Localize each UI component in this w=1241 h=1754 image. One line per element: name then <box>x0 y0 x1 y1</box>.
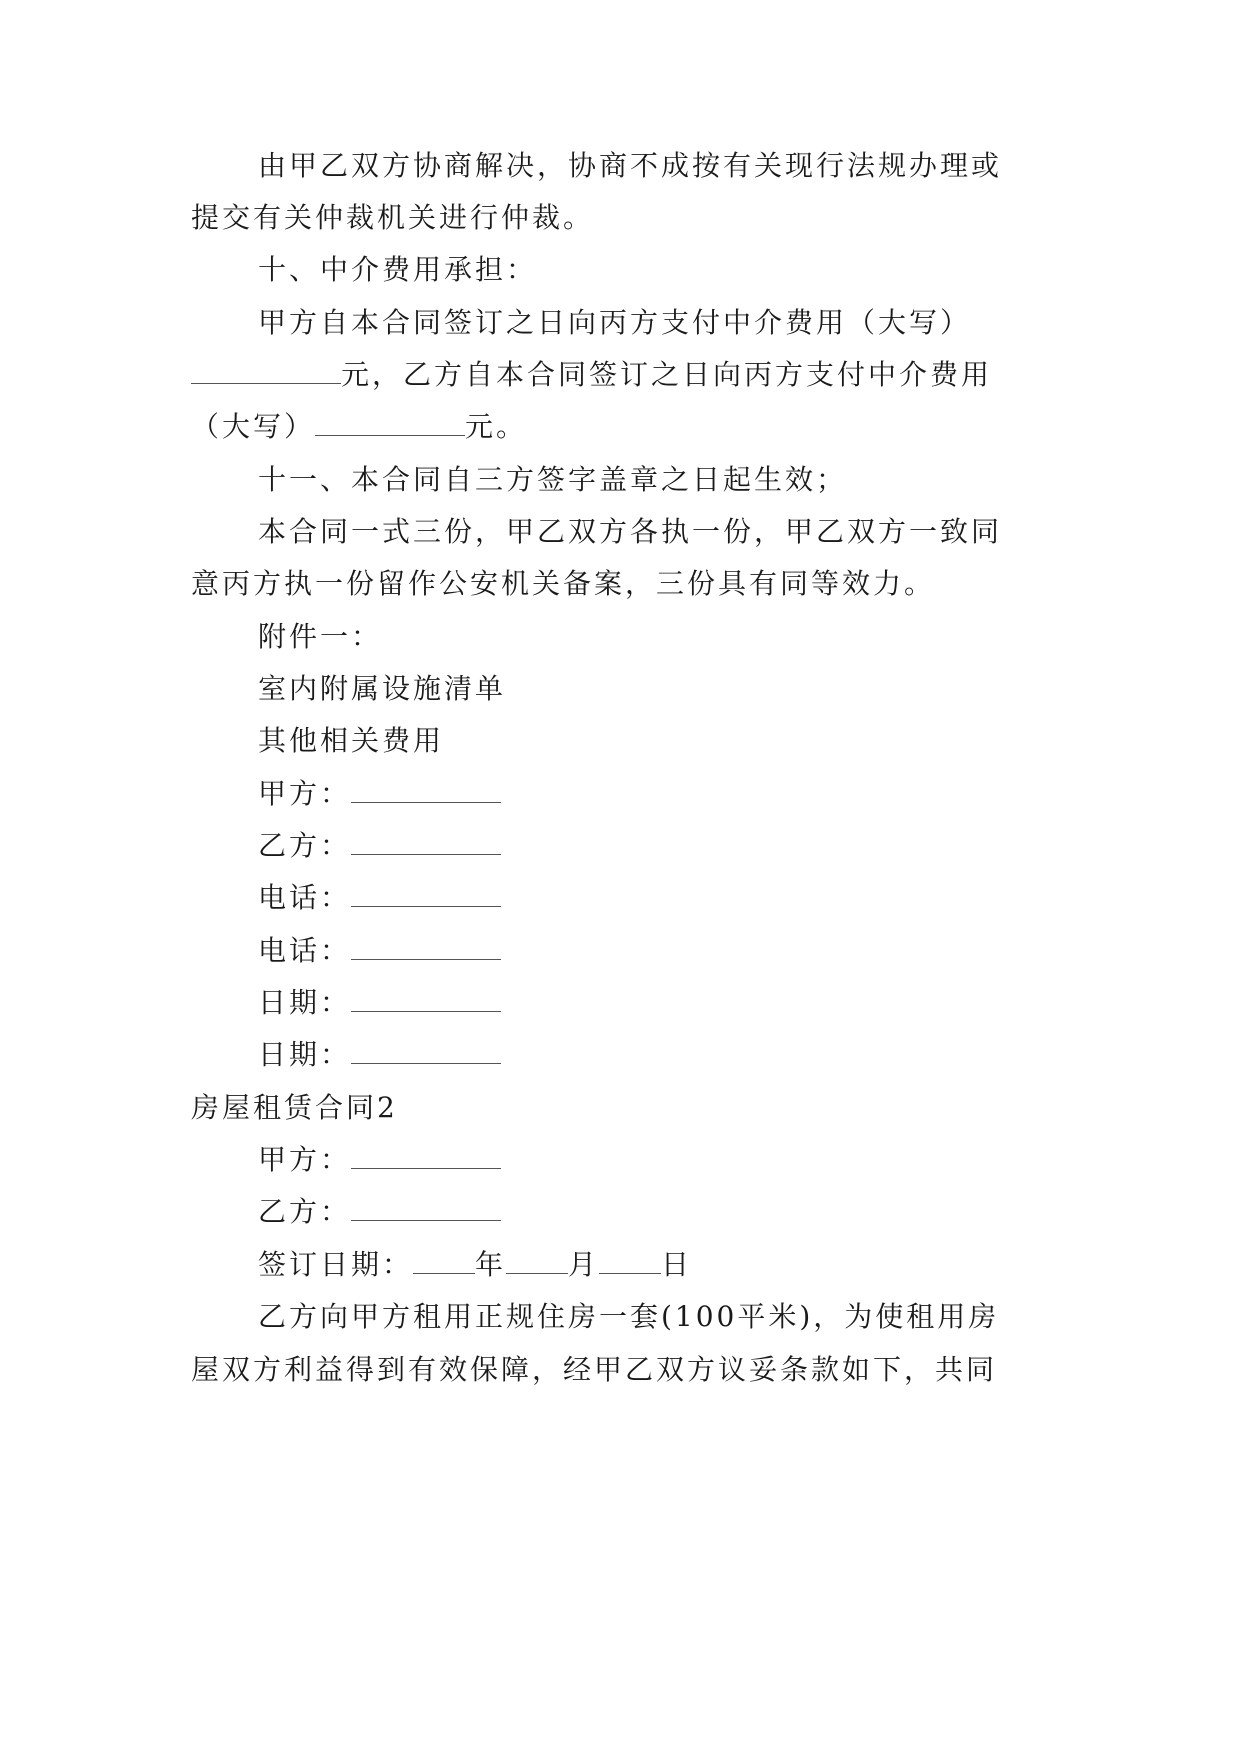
paragraph-line <box>0 1350 1241 1390</box>
signature-line <box>0 931 1241 971</box>
fill-blank <box>351 826 501 855</box>
signature-line <box>0 1192 1241 1232</box>
label: 乙方： <box>258 1195 352 1228</box>
label: 日期： <box>258 1038 352 1071</box>
text: 月 <box>568 1248 600 1281</box>
label: 乙方： <box>258 829 352 862</box>
text: 由甲乙双方协商解决，协商不成按有关现行法规办理或 <box>258 149 1003 182</box>
text: 乙方向甲方租用正规住房一套(100平米)，为使租用房 <box>258 1300 1000 1333</box>
fill-blank <box>351 983 501 1012</box>
signature-line <box>0 1140 1241 1180</box>
label: 电话： <box>258 881 352 914</box>
paragraph-line <box>0 146 1241 186</box>
paragraph-line <box>0 512 1241 552</box>
paragraph-line <box>0 1297 1241 1337</box>
label: 签订日期： <box>258 1248 414 1281</box>
fill-blank <box>351 1035 501 1064</box>
fill-blank <box>351 931 501 960</box>
signature-line <box>0 774 1241 814</box>
fill-blank <box>191 355 341 384</box>
text: 元。 <box>465 410 528 443</box>
attachment-line <box>0 721 1241 761</box>
text: 其他相关费用 <box>258 724 445 757</box>
signature-line <box>0 878 1241 918</box>
text: （大写） <box>191 410 316 443</box>
sign-date-line <box>0 1245 1241 1285</box>
text: 本合同一式三份，甲乙双方各执一份，甲乙双方一致同 <box>258 515 1003 548</box>
label: 甲方： <box>258 777 352 810</box>
text: 元，乙方自本合同签订之日向丙方支付中介费用 <box>341 358 993 391</box>
fill-blank <box>351 1192 501 1221</box>
text: 室内附属设施清单 <box>258 672 507 705</box>
fill-blank <box>351 774 501 803</box>
text: 意丙方执一份留作公安机关备案，三份具有同等效力。 <box>191 567 936 600</box>
text: 年 <box>475 1248 507 1281</box>
paragraph-line <box>0 355 1241 395</box>
signature-line <box>0 826 1241 866</box>
paragraph-line <box>0 407 1241 447</box>
text: 提交有关仲裁机关进行仲裁。 <box>191 201 595 234</box>
section-heading <box>0 460 1241 500</box>
signature-line <box>0 1035 1241 1075</box>
paragraph-line <box>0 198 1241 238</box>
signature-line <box>0 983 1241 1023</box>
section-heading <box>0 250 1241 290</box>
paragraph-line <box>0 303 1241 343</box>
text: 十一、本合同自三方签字盖章之日起生效； <box>258 463 848 496</box>
text: 屋双方利益得到有效保障，经甲乙双方议妥条款如下，共同 <box>191 1353 998 1386</box>
attachment-line <box>0 617 1241 657</box>
paragraph-line <box>0 564 1241 604</box>
text: 日 <box>661 1248 693 1281</box>
label: 甲方： <box>258 1143 352 1176</box>
label: 电话： <box>258 934 352 967</box>
text: 附件一： <box>258 620 383 653</box>
label: 日期： <box>258 986 352 1019</box>
text: 房屋租赁合同2 <box>191 1091 398 1124</box>
fill-blank <box>351 1140 501 1169</box>
fill-blank <box>315 407 465 436</box>
fill-blank <box>599 1245 661 1274</box>
text: 甲方自本合同签订之日向丙方支付中介费用（大写） <box>258 306 972 339</box>
fill-blank <box>506 1245 568 1274</box>
contract-title <box>0 1088 1241 1128</box>
fill-blank <box>351 878 501 907</box>
attachment-line <box>0 669 1241 709</box>
text: 十、中介费用承担： <box>258 253 538 286</box>
fill-blank <box>413 1245 475 1274</box>
